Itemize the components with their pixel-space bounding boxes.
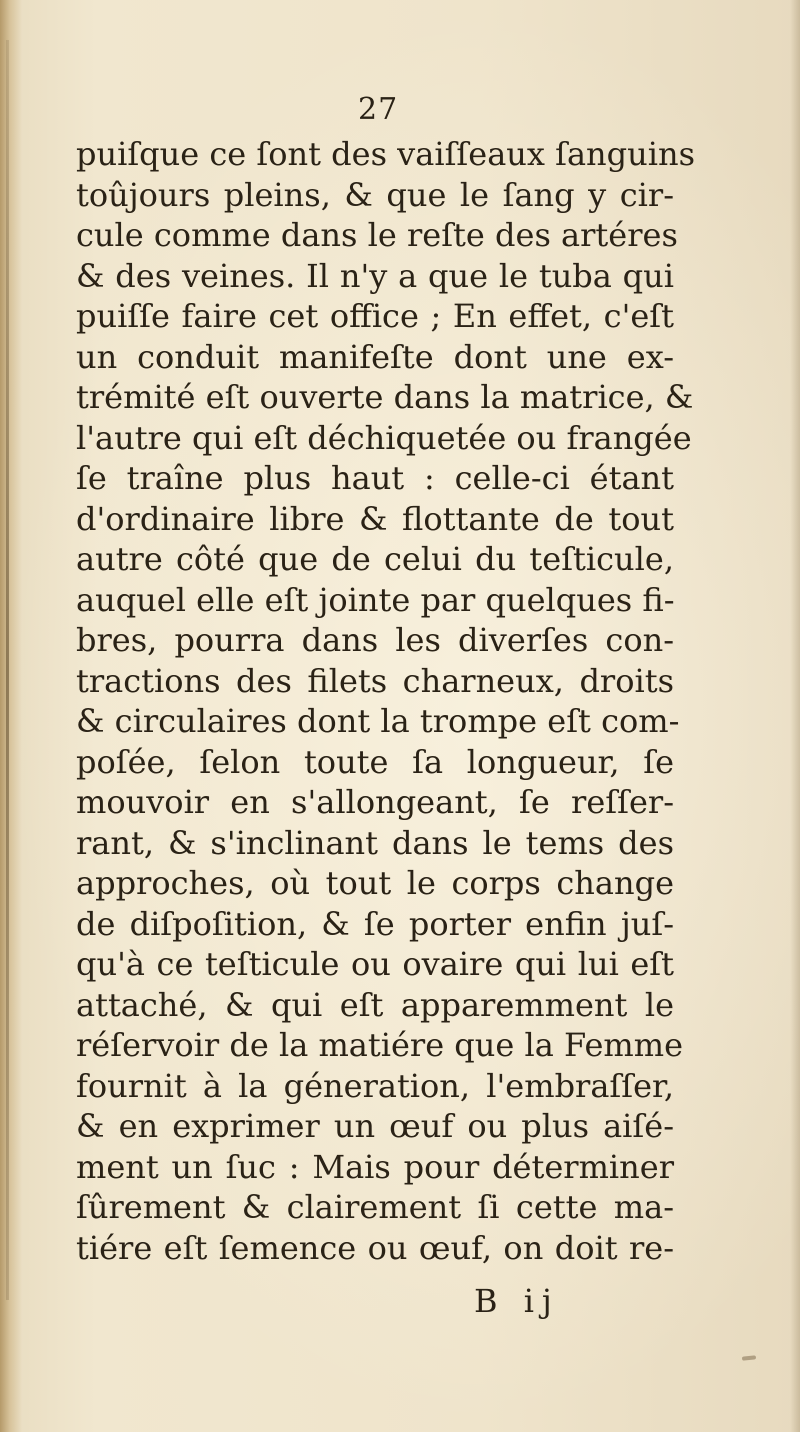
binding-edge xyxy=(0,0,22,1432)
signature-mark: B ij xyxy=(474,1282,560,1320)
text-line: fournit à la géneration, l'embraſſer, xyxy=(76,1066,674,1105)
text-line: un conduit manifeſte dont une ex- xyxy=(76,337,674,376)
paper-speck xyxy=(742,1355,756,1360)
text-line: approches, où tout le corps change xyxy=(76,864,674,902)
text-line: l'autre qui eſt déchiquetée ou frangée xyxy=(76,418,692,457)
text-line: tractions des filets charneux, droits xyxy=(76,661,674,700)
text-line: & des veines. Il n'y a que le tuba qui xyxy=(76,256,674,295)
text-line: tiére eſt ſemence ou œuf, on doit re- xyxy=(76,1228,674,1267)
text-line: puiſſe faire cet office ; En effet, c'eſt xyxy=(76,297,674,335)
body-text xyxy=(76,134,695,1268)
text-line: auquel elle eſt jointe par quelques fi- xyxy=(76,580,675,619)
text-line: ment un ſuc : Mais pour déterminer xyxy=(76,1147,674,1186)
text-line: réſervoir de la matiére que la Femme xyxy=(76,1026,683,1064)
text-line: d'ordinaire libre & flottante de tout xyxy=(76,499,674,538)
text-line: poſée, ſelon toute ſa longueur, ſe xyxy=(76,742,674,781)
text-line: de diſpoſition, & ſe porter enfin juſ- xyxy=(76,904,674,943)
text-line: ſe traîne plus haut : celle-ci étant xyxy=(76,459,674,497)
text-line: qu'à ce teſticule ou ovaire qui lui eſt xyxy=(76,945,674,983)
text-line: & circulaires dont la trompe eſt com- xyxy=(76,702,680,740)
text-line: bres, pourra dans les diverſes con- xyxy=(76,621,674,659)
spine-shadow xyxy=(6,40,9,1300)
text-line: mouvoir en s'allongeant, ſe reſſer- xyxy=(76,783,674,821)
text-line: autre côté que de celui du teſticule, xyxy=(76,540,674,578)
text-line: rant, & s'inclinant dans le tems des xyxy=(76,823,674,862)
text-line: puiſque ce ſont des vaiſſeaux ſanguins xyxy=(76,135,695,173)
text-line: attaché, & qui eſt apparemment le xyxy=(76,985,674,1024)
text-line: & en exprimer un œuf ou plus aiſé- xyxy=(76,1107,674,1145)
text-line: toûjours pleins, & que le ſang y cir- xyxy=(76,175,674,214)
page-edge-shadow xyxy=(790,0,800,1432)
page-number: 27 xyxy=(358,92,399,127)
text-line: cule comme dans le reſte des artéres xyxy=(76,216,678,254)
text-line: trémité eſt ouverte dans la matrice, & xyxy=(76,378,694,416)
text-line: ſûrement & clairement ſi cette ma- xyxy=(76,1188,674,1226)
